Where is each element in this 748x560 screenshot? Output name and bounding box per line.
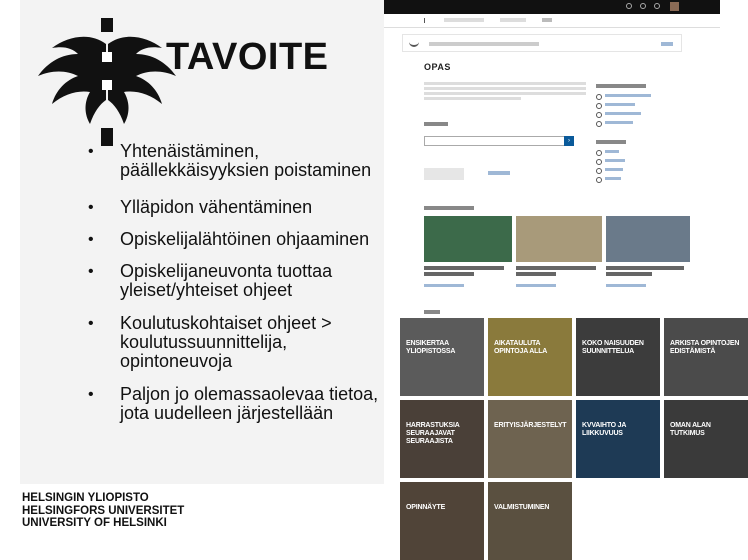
search-label [424,122,448,126]
theme-tile[interactable] [664,318,748,396]
gear-icon[interactable] [640,3,646,9]
nav-item[interactable] [500,18,526,22]
theme-tile-label: AIKATAULUTA OPINTOJA ALLA [494,340,548,355]
theme-tile-label: ENSIKERTAA YLIOPISTOSSA [406,340,456,355]
search-input[interactable] [424,136,566,146]
theme-tile[interactable] [400,482,484,560]
filter-button[interactable] [424,168,464,180]
nav-item[interactable] [444,18,484,22]
search-button[interactable]: › [564,136,574,146]
theme-tile[interactable] [488,400,572,478]
sort-select[interactable] [488,171,510,175]
theme-tile[interactable] [400,318,484,396]
shortcut-link[interactable] [596,94,706,103]
avatar[interactable] [670,2,679,11]
university-name: HELSINGIN YLIOPISTO HELSINGFORS UNIVERSITET UNIVERSITY OF HELSINKI [22,492,185,529]
banner-text [429,42,539,46]
shortcuts-panel [596,84,706,186]
website-screenshot [384,0,740,540]
theme-tile[interactable] [488,482,572,560]
shortcut-link[interactable] [596,177,706,186]
slide-panel [20,0,384,484]
bullet-list [88,142,398,437]
bullet-item: • Koulutuskohtaiset ohjeet > koulutussuunnittelija, opintoneuvoja [88,313,332,371]
theme-tile[interactable] [400,400,484,478]
theme-tile[interactable] [664,400,748,478]
bullet-item: • Paljon jo olemassaolevaa tietoa, jota uudelleen järjestellään [88,384,379,423]
theme-tile[interactable] [488,318,572,396]
shortcut-link[interactable] [596,150,706,159]
shortcut-link[interactable] [596,168,706,177]
news-image [516,216,602,262]
news-image [606,216,690,262]
page-title: OPAS [424,62,451,72]
home-icon[interactable] [424,18,427,23]
theme-tile-label: KOKO NAISUUDEN SUUNNITTELUA [582,340,644,355]
news-card[interactable] [606,216,690,296]
bowl-icon [409,40,419,47]
news-card[interactable] [424,216,512,296]
theme-tile[interactable] [576,400,660,478]
nav-item-active[interactable] [542,18,552,22]
shortcut-link[interactable] [596,112,706,121]
top-bar [384,0,720,14]
section-label-news [424,206,474,210]
theme-tile-label: ERITYISJÄRJESTELYT [494,422,567,429]
theme-tile[interactable] [576,318,660,396]
bullet-item: • Yhtenäistäminen, päällekkäisyyksien poistaminen [88,141,372,180]
bullet-item: • Opiskelijalähtöinen ohjaaminen [88,229,370,249]
news-card[interactable] [516,216,602,296]
shortcut-link[interactable] [596,159,706,168]
theme-tile-label: OMAN ALAN TUTKIMUS [670,422,711,437]
main-nav [384,14,720,28]
search-icon[interactable] [626,3,632,9]
shortcut-link[interactable] [596,121,706,130]
degree-banner [402,34,682,52]
intro-text [424,82,586,100]
bullet-item: • Ylläpidon vähentäminen [88,197,313,217]
bullet-item: • Opiskelijaneuvonta tuottaa yleiset/yhteiset ohjeet [88,261,333,300]
news-image [424,216,512,262]
banner-link[interactable] [661,42,673,46]
theme-tile-label: OPINNÄYTE [406,504,446,511]
theme-tile-label: KVVAIHTO JA LIIKKUVUUS [582,422,626,437]
section-label-themes [424,310,440,314]
shortcut-link[interactable] [596,103,706,112]
theme-tile-label: HARRASTUKSIA SEURAAJAVAT SEURAAJISTA [406,422,460,445]
theme-tile-label: ARKISTA OPINTOJEN EDISTÄMISTÄ [670,340,740,355]
theme-tile-label: VALMISTUMINEN [494,504,550,511]
bell-icon[interactable] [654,3,660,9]
slide-title: TAVOITE [166,36,329,78]
